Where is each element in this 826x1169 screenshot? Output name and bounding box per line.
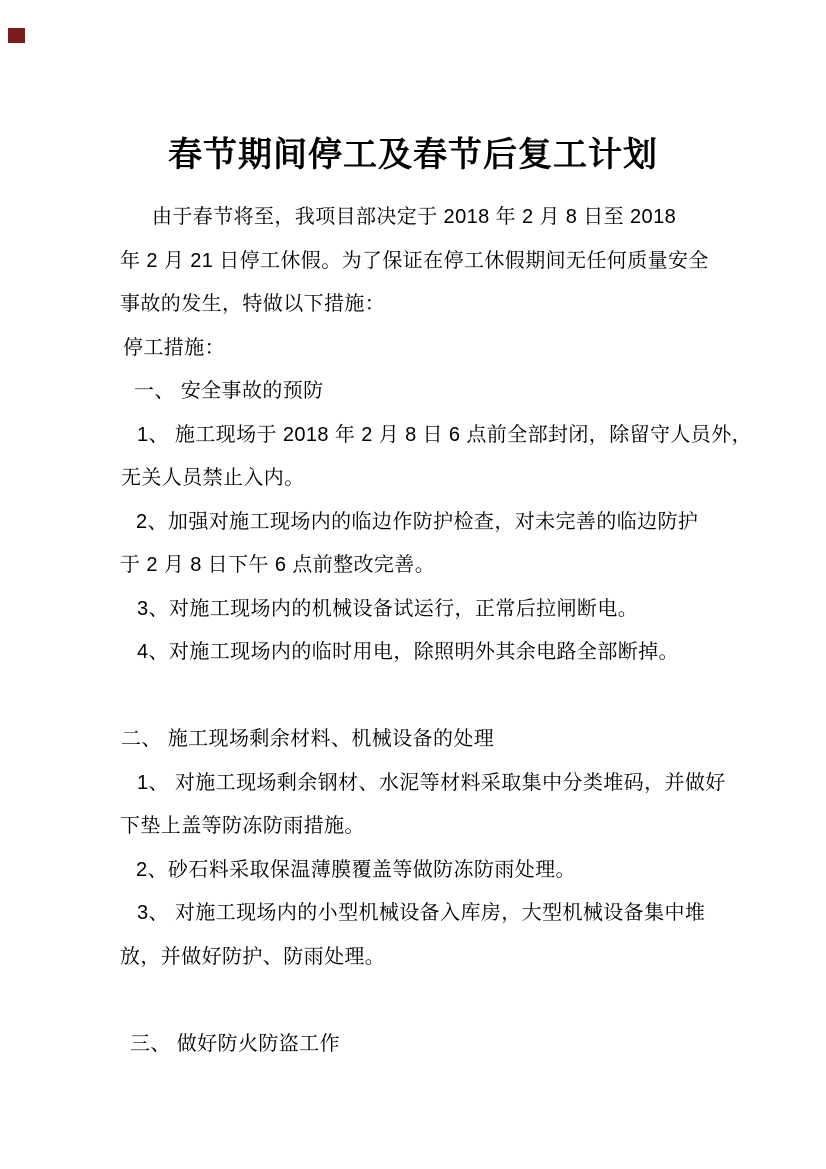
- text-line: 无关人员禁止入内。: [121, 467, 305, 489]
- text-line: 3、对施工现场内的机械设备试运行，正常后拉闸断电。: [137, 597, 639, 620]
- text-line: [120, 979, 760, 1023]
- text-line: 一、 安全事故的预防: [134, 380, 324, 402]
- text-line: 事故的发生，特做以下措施：: [120, 293, 386, 315]
- text-line: 3、 对施工现场内的小型机械设备入库房，大型机械设备集中堆: [137, 902, 706, 924]
- text-line: 于 2 月 8 日下午 6 点前整改完善。: [120, 554, 436, 576]
- text-line: 4、对施工现场内的临时用电，除照明外其余电路全部断掉。: [137, 641, 679, 663]
- corner-mark: [8, 28, 25, 43]
- text-line: 2、加强对施工现场内的临边作防护检查，对未完善的临边防护: [136, 510, 699, 533]
- text-line: 由于春节将至，我项目部决定于 2018 年 2 月 8 日至 2018: [152, 206, 677, 228]
- text-line: 1、 施工现场于 2018 年 2 月 8 日 6 点前全部封闭，除留守人员外，: [137, 423, 752, 446]
- text-line: 年 2 月 21 日停工休假。为了保证在停工休假期间无任何质量安全: [120, 249, 709, 272]
- text-line: 2、砂石料采取保温薄膜覆盖等做防冻防雨处理。: [136, 858, 576, 881]
- text-line: 下垫上盖等防冻防雨措施。: [120, 815, 365, 837]
- text-line: 1、 对施工现场剩余钢材、水泥等材料采取集中分类堆码，并做好: [137, 771, 726, 794]
- text-line: 二、 施工现场剩余材料、机械设备的处理: [121, 728, 495, 750]
- text-line: 停工措施：: [123, 336, 225, 359]
- text-line: 放，并做好防护、防雨处理。: [120, 945, 386, 968]
- document-title: 春节期间停工及春节后复工计划: [168, 135, 658, 174]
- text-line: 三、 做好防火防盗工作: [130, 1032, 340, 1055]
- text-line: [120, 675, 760, 719]
- document-body: [120, 196, 760, 1066]
